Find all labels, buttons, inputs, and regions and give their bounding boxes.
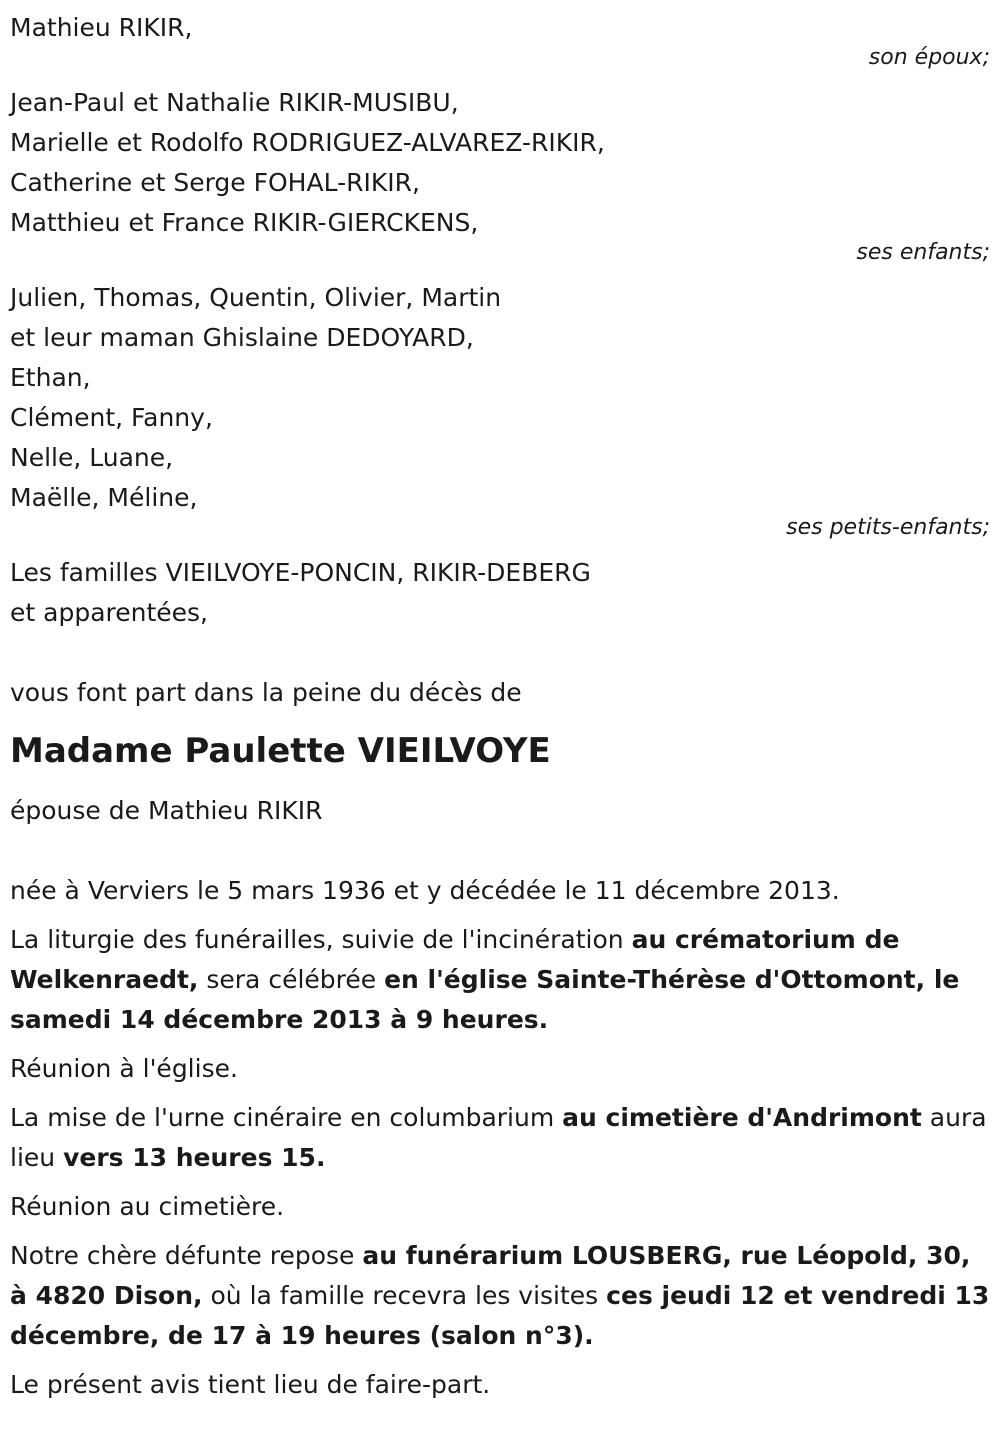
spouse-of-text: épouse de Mathieu RIKIR (10, 796, 323, 825)
children-section (10, 83, 990, 266)
children-role: ses enfants; (856, 240, 990, 265)
family-line: Les familles VIEILVOYE-PONCIN, RIKIR-DEBERG (10, 558, 591, 587)
spouse-section (10, 8, 990, 71)
obituary-notice (10, 8, 990, 1414)
grandchild-name: Ethan, (10, 363, 91, 392)
families-section (10, 553, 990, 633)
urn-text: La mise de l'urne cinéraire en columbarium (10, 1103, 563, 1132)
liturgy-paragraph (10, 920, 990, 1040)
reunion-cemetery-text: Réunion au cimetière. (10, 1192, 285, 1221)
spouse-name: Mathieu RIKIR, (10, 13, 193, 42)
visiting-hours: ces jeudi 12 et vendredi 13 décembre, de 17 à 19 heures (salon n°3). (10, 1281, 990, 1350)
child-name: Catherine et Serge FOHAL-RIKIR, (10, 168, 420, 197)
child-name: Matthieu et France RIKIR-GIERCKENS, (10, 208, 479, 237)
announcement-text: vous font part dans la peine du décès de (10, 678, 522, 707)
church-date-time: en l'église Sainte-Thérèse d'Ottomont, le samedi 14 décembre 2013 à 9 heures. (10, 965, 960, 1034)
rest-paragraph (10, 1236, 990, 1356)
child-name: Marielle et Rodolfo RODRIGUEZ-ALVAREZ-RIKIR, (10, 128, 605, 157)
deceased-name: Madame Paulette VIEILVOYE (10, 731, 551, 771)
crematorium-location: au crématorium de Welkenraedt, (10, 925, 900, 994)
urn-time: vers 13 heures 15. (63, 1143, 326, 1172)
birth-death-text: née à Verviers le 5 mars 1936 et y décédée le 11 décembre 2013. (10, 876, 840, 905)
grandchildren-section (10, 278, 990, 541)
family-line: et apparentées, (10, 598, 208, 627)
reunion-church-text: Réunion à l'église. (10, 1054, 238, 1083)
grandchild-name: Nelle, Luane, (10, 443, 174, 472)
rest-text: Notre chère défunte repose (10, 1241, 363, 1270)
urn-text: aura lieu (10, 1103, 987, 1172)
rest-text: où la famille recevra les visites (202, 1281, 607, 1310)
spouse-role: son époux; (868, 45, 990, 70)
grandchild-name: Julien, Thomas, Quentin, Olivier, Martin (10, 283, 502, 312)
urn-paragraph (10, 1098, 990, 1178)
grandchild-name: Clément, Fanny, (10, 403, 213, 432)
child-name: Jean-Paul et Nathalie RIKIR-MUSIBU, (10, 88, 459, 117)
closing-text: Le présent avis tient lieu de faire-part. (10, 1370, 491, 1399)
funeral-home-address: au funérarium LOUSBERG, rue Léopold, 30, à 4820 Dison, (10, 1241, 971, 1310)
grandchild-name: et leur maman Ghislaine DEDOYARD, (10, 323, 474, 352)
liturgy-text: La liturgie des funérailles, suivie de l'incinération (10, 925, 632, 954)
liturgy-text: sera célébrée (198, 965, 385, 994)
grandchildren-role: ses petits-enfants; (786, 515, 990, 540)
grandchild-name: Maëlle, Méline, (10, 483, 198, 512)
cemetery-location: au cimetière d'Andrimont (562, 1103, 922, 1132)
